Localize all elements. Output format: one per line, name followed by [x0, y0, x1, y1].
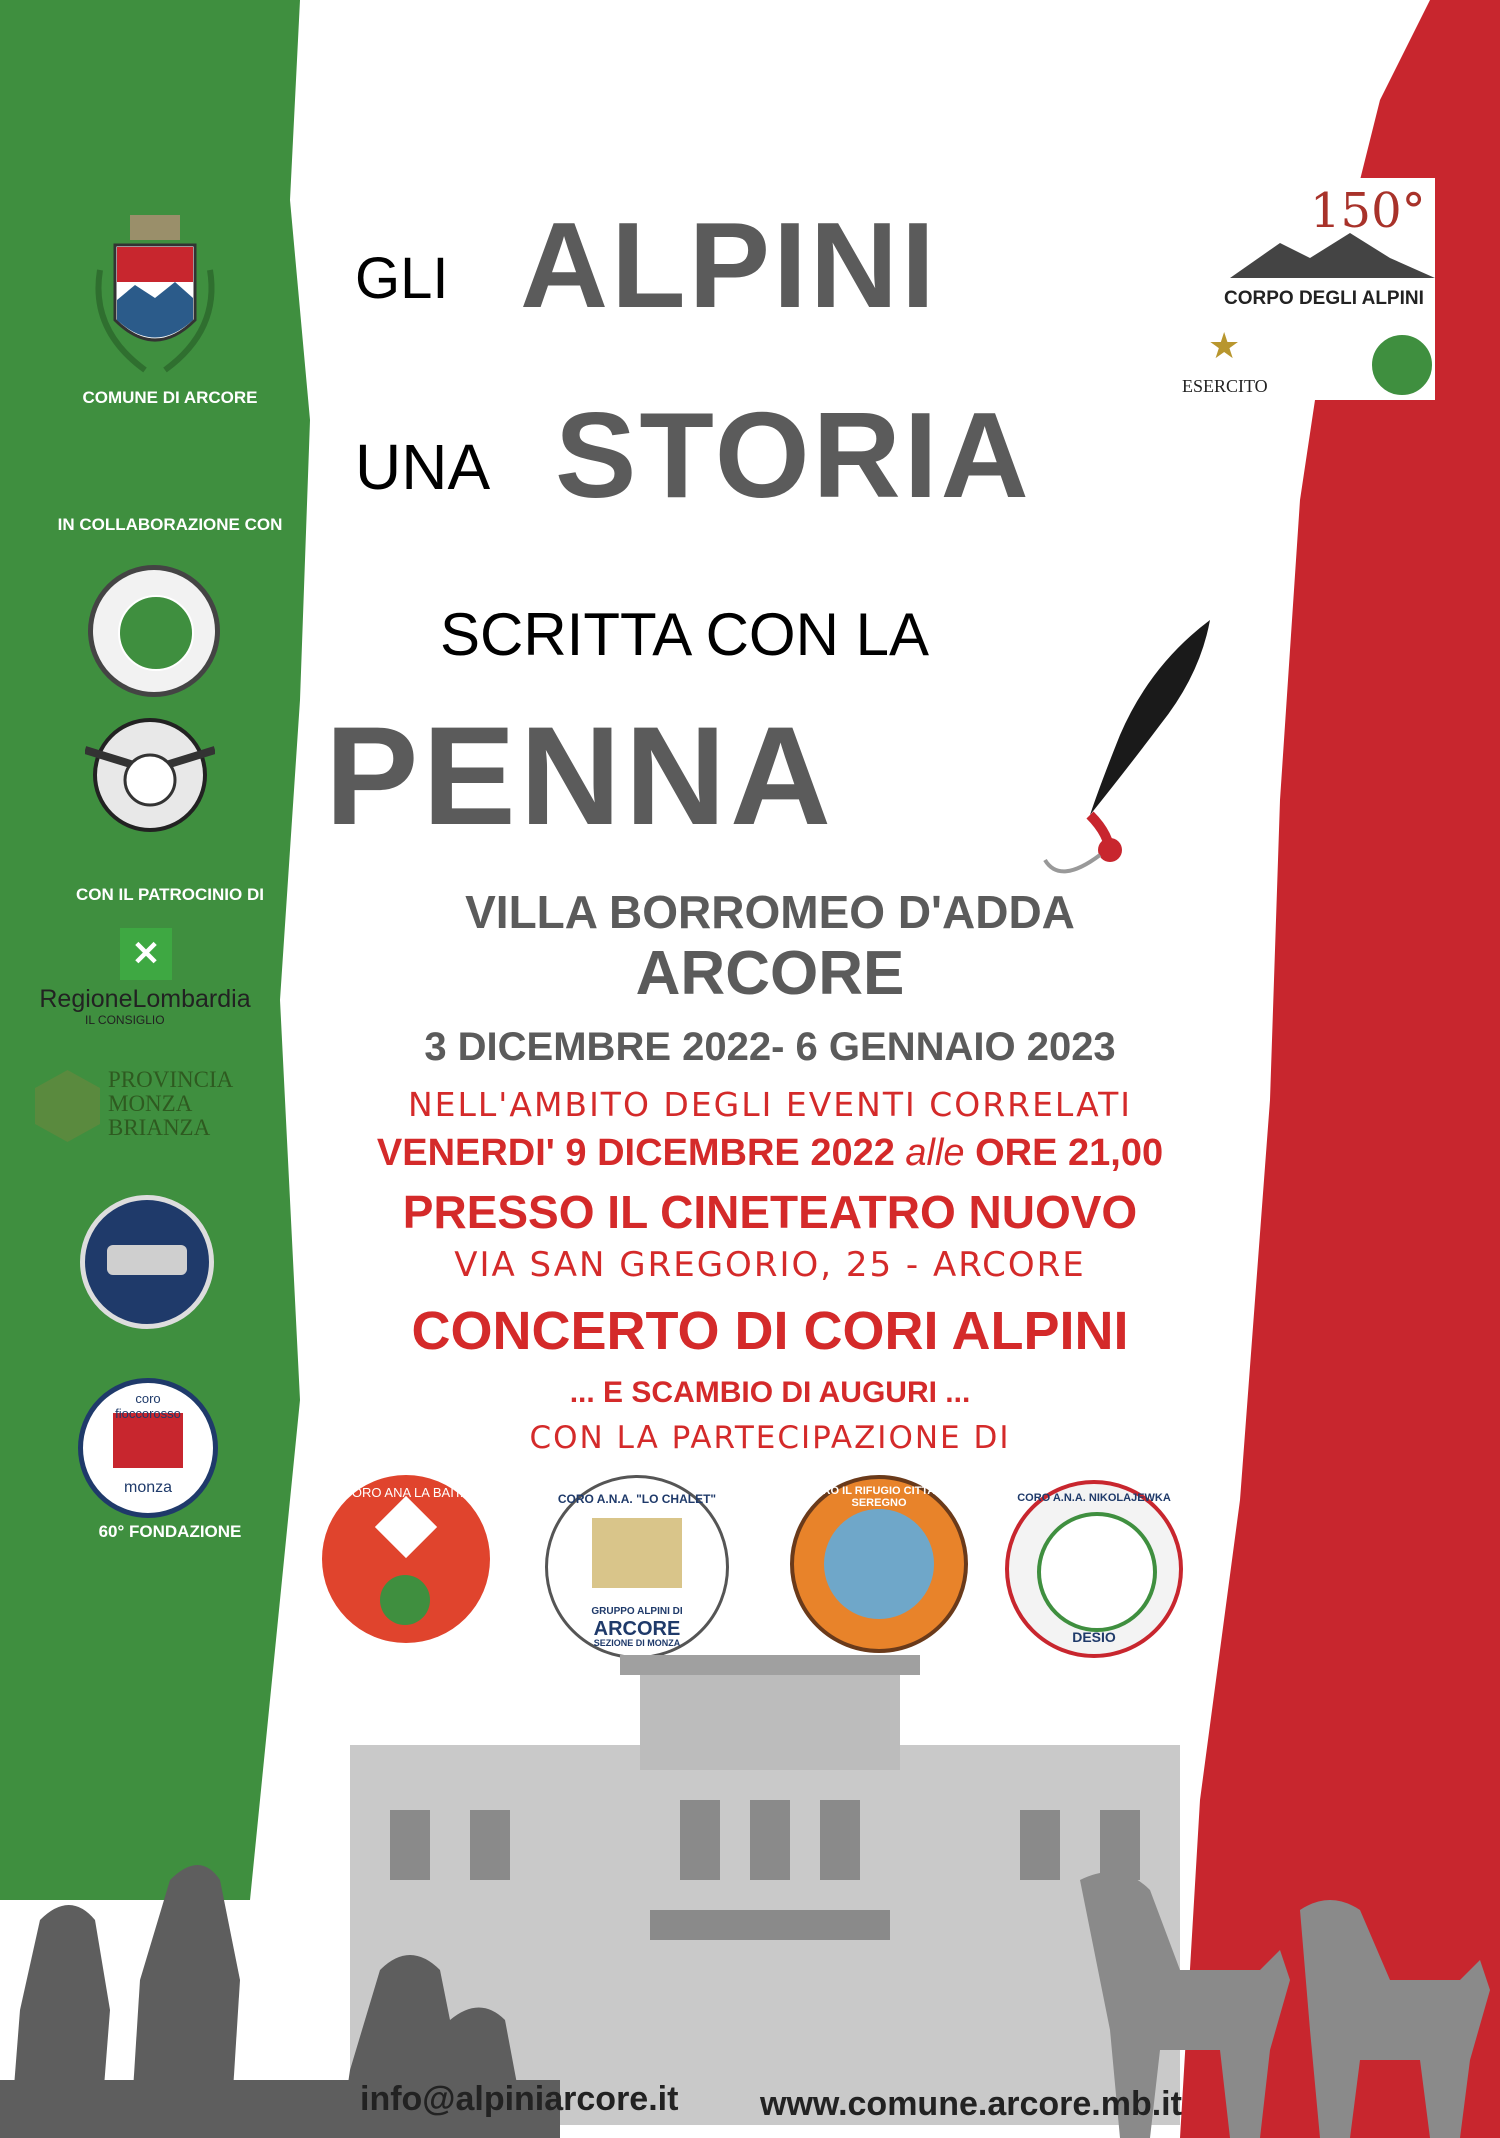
regione-lombardia-logo-icon: ✕	[120, 928, 172, 980]
patrocinio-label: CON IL PATROCINIO DI	[76, 885, 264, 904]
mountains-icon	[1220, 228, 1435, 288]
regione-consiglio: IL CONSIGLIO	[85, 1013, 165, 1027]
choir-logo-nikolajewka: CORO A.N.A. NIKOLAJEWKA DESIO	[1005, 1480, 1183, 1658]
title-una: UNA	[355, 431, 491, 503]
esercito-label: ESERCITO	[1182, 376, 1268, 396]
coro-fioccorosso-logo: coro fioccorosso monza	[78, 1378, 218, 1518]
footer-email-link[interactable]: info@alpiniarcore.it	[360, 2080, 679, 2118]
ana-logo-icon	[1370, 333, 1434, 397]
villa-silhouettes-illustration	[0, 1650, 1500, 2138]
title-storia: STORIA	[555, 387, 1032, 523]
sezione-monza-logo	[80, 1195, 214, 1329]
title-penna: PENNA	[325, 697, 836, 854]
event-address: VIA SAN GREGORIO, 25 - ARCORE	[454, 1245, 1086, 1285]
event-presso: PRESSO IL CINETEATRO NUOVO	[402, 1186, 1138, 1238]
gruppo-arcore-logo	[88, 565, 220, 697]
choir-logo-il-rifugio: CORO IL RIFUGIO CITTA' DI SEREGNO	[790, 1475, 968, 1653]
corpo-alpini-badge: 150° CORPO DEGLI ALPINI	[1220, 178, 1435, 400]
regione-lombardia-name: RegioneLombardia	[39, 985, 251, 1013]
comune-label: COMUNE DI ARCORE	[82, 388, 258, 407]
title-scritta: SCRITTA CON LA	[440, 601, 929, 668]
venue-villa: VILLA BORROMEO D'ADDA	[465, 886, 1075, 938]
footer-website-link[interactable]: www.comune.arcore.mb.it	[760, 2085, 1182, 2123]
title-gli: GLI	[355, 246, 449, 311]
event-concerto: CONCERTO DI CORI ALPINI	[411, 1301, 1129, 1361]
museo-storico-alpini-icon	[85, 710, 215, 840]
choir-logo-lo-chalet: CORO A.N.A. "LO CHALET" GRUPPO ALPINI DI ARCORE SEZIONE DI MONZA	[545, 1475, 729, 1659]
event-date: VENERDI' 9 DICEMBRE 2022 alle ORE 21,00	[376, 1132, 1164, 1174]
provincia-text: PROVINCIA MONZA BRIANZA	[108, 1067, 234, 1140]
title-alpini: ALPINI	[520, 197, 938, 333]
feather-icon	[1030, 615, 1220, 885]
event-ambito: NELL'AMBITO DEGLI EVENTI CORRELATI	[408, 1085, 1132, 1124]
collab-label: IN COLLABORAZIONE CON	[57, 515, 283, 534]
star-icon: ★	[1208, 325, 1241, 366]
comune-arcore-crest-icon	[85, 210, 225, 380]
venue-dates: 3 DICEMBRE 2022- 6 GENNAIO 2023	[424, 1025, 1116, 1069]
choir-logo-la-baita: CORO ANA LA BAITA	[322, 1475, 490, 1643]
event-auguri: ... E SCAMBIO DI AUGURI ...	[569, 1376, 971, 1409]
fondazione-label: 60° FONDAZIONE	[98, 1522, 242, 1541]
venue-city: ARCORE	[635, 939, 905, 1008]
event-partecipazione: CON LA PARTECIPAZIONE DI	[529, 1420, 1011, 1456]
